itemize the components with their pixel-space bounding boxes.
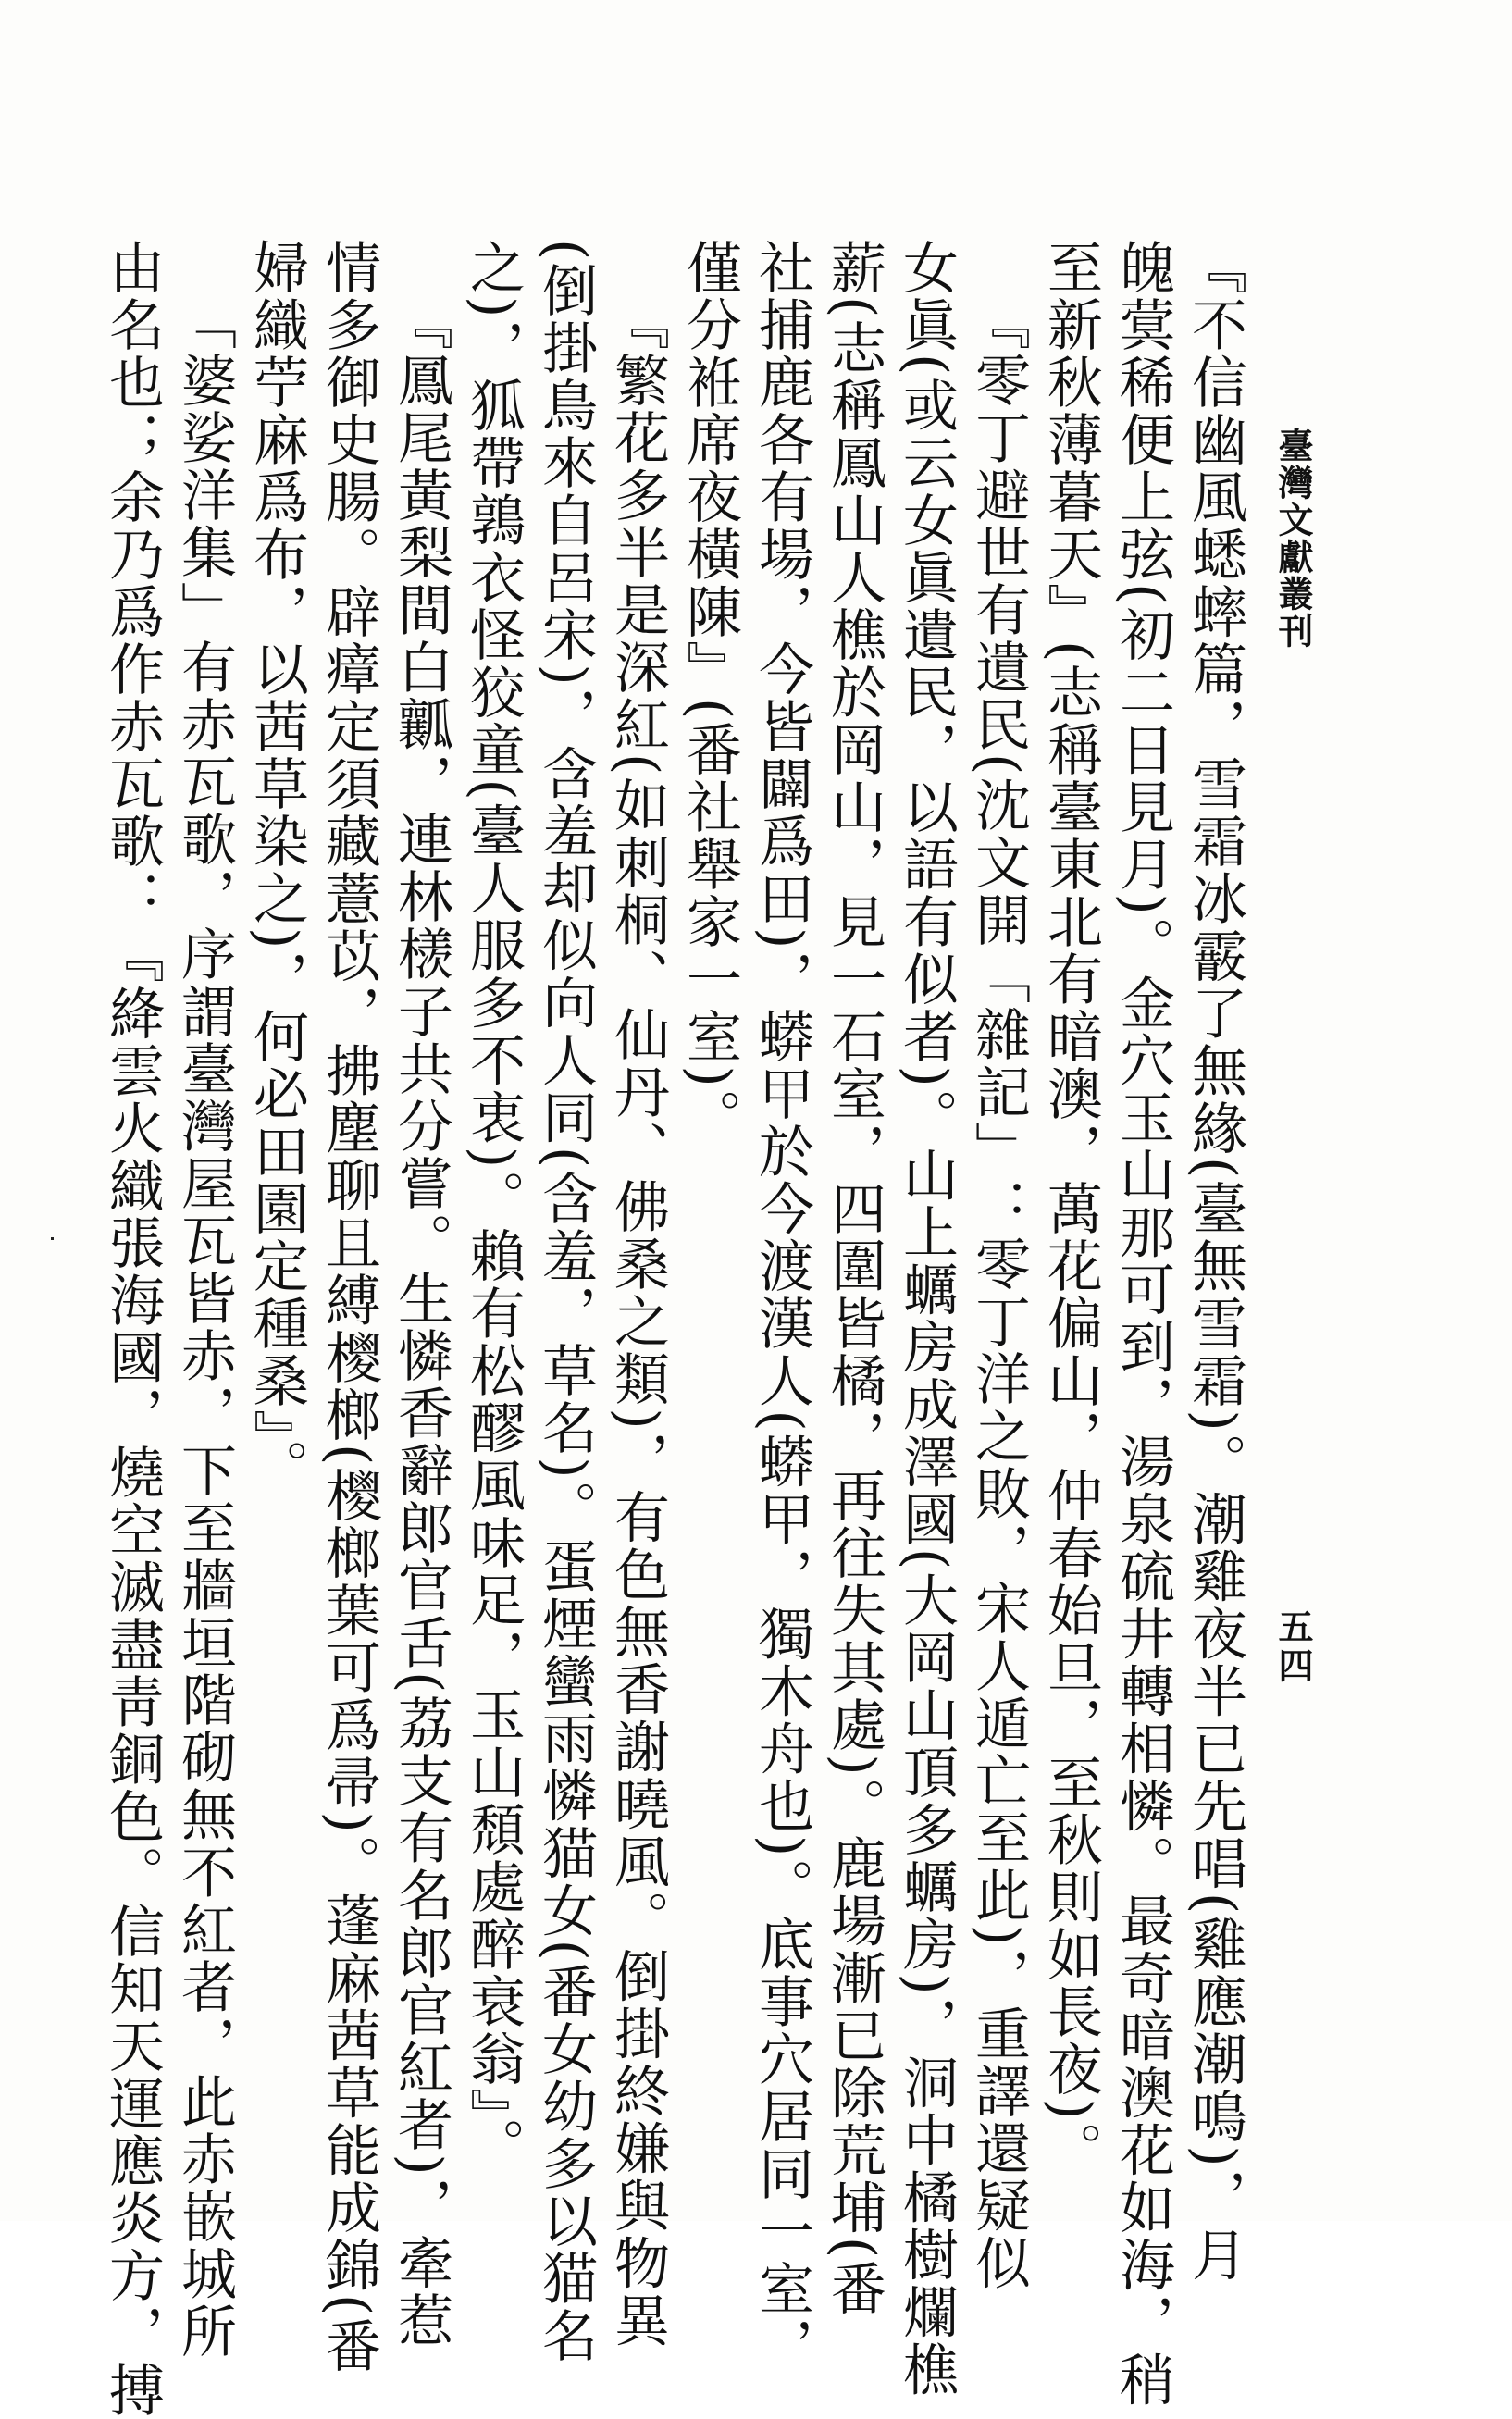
text-column: 婦織苧麻爲布，以茜草染之)，何必田園定種桑』。 [244,239,309,1497]
text-column: 僅分袵席夜橫陳』(番社舉家一室)。 [677,239,742,1147]
text-column: 『零丁避世有遺民(沈文開「雜記」：零丁洋之敗，宋人遁亡至此)，重譯還疑似 [966,294,1031,2292]
text-column: 『鳳尾黃梨間白瓤，連林檨子共分嘗。生憐香辭郎官舌(荔支有名郎官紅者)，牽惹 [389,294,453,2350]
text-column: 社捕鹿各有場，今皆闢爲田)，蟒甲於今渡漢人(蟒甲，獨木舟也)。底事穴居同一室， [750,239,814,2376]
text-column: 魄蓂稀便上弦(初二日見月)。金穴玉山那可到，湯泉硫井轉相憐。最奇暗澳花如海，稍 [1110,239,1175,2409]
text-column: 「婆娑洋集」有赤瓦歌，序謂臺灣屋瓦皆赤，下至牆垣階砌無不紅者，此赤嵌城所 [172,294,237,2360]
text-column: (倒掛鳥來自呂宋)，含羞却似向人同(含羞，草名)。蛋煙蠻雨憐猫女(番女幼多以猫名 [533,239,598,2365]
running-title: 臺灣文獻叢刊 [1272,428,1314,650]
text-column: 薪(志稱鳳山人樵於岡山，見一石室，四圍皆橘，再往失其處)。鹿場漸已除荒埔(番 [822,239,886,2318]
body-text [100,239,1247,2419]
text-column: 至新秋薄暮天』(志稱臺東北有暗澳，萬花偏山，仲春始旦，至秋則如長夜)。 [1038,239,1103,2179]
page-number: 五四 [1272,1608,1314,1686]
text-column: 女眞(或云女眞遺民，以語有似者)。山上蠣房成澤國(大岡山頂多蠣房)，洞中橘樹爛樵 [894,239,959,2399]
text-column: 情多御史腸。辟瘴定須藏薏苡，拂塵聊且縛㯶榔(㯶榔葉可爲帚)。蓬麻茜草能成錦(番 [316,239,381,2376]
ink-speck [51,1237,54,1240]
text-column: 由名也；余乃爲作赤瓦歌：『絳雲火織張海國，燒空滅盡靑銅色。信知天運應炎方，搏 [100,239,165,2419]
text-column: 『繁花多半是深紅(如刺桐、仙丹、佛桑之類)，有色無香謝曉風。倒掛終嫌與物異 [605,294,670,2350]
text-column: 之)，狐帶鶉衣怪狡童(臺人服多不衷)。賴有松醪風味足，玉山頹處醉衰翁』。 [461,239,526,2176]
text-column: 『不信幽風蟋蟀篇，雪霜冰霰了無緣(臺無雪霜)。潮雞夜半已先唱(雞應潮鳴)，月 [1183,239,1247,2284]
